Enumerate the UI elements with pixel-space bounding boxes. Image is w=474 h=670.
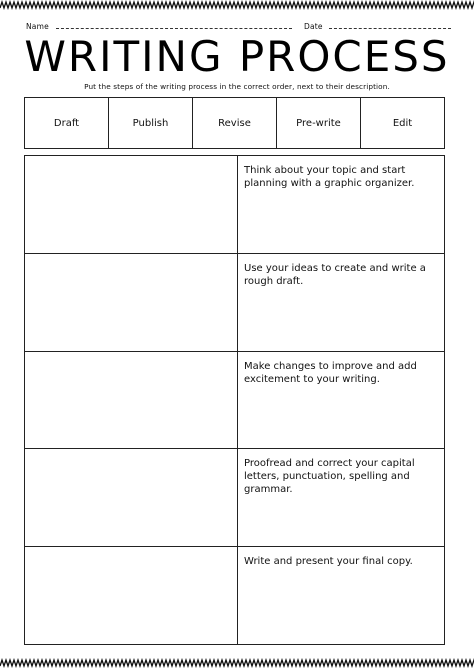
instructions: Put the steps of the writing process in the correct order, next to their description. bbox=[84, 82, 390, 91]
answer-box-5[interactable] bbox=[25, 547, 238, 644]
name-field[interactable] bbox=[26, 22, 292, 31]
bottom-zigzag-border bbox=[0, 658, 474, 668]
word-bank bbox=[24, 97, 445, 149]
word-draft[interactable]: Draft bbox=[25, 98, 109, 148]
word-revise[interactable]: Revise bbox=[193, 98, 277, 148]
top-zigzag-border bbox=[0, 0, 474, 10]
step-row bbox=[25, 156, 444, 254]
description-1: Think about your topic and start planning with a graphic organizer. bbox=[244, 165, 415, 189]
answer-box-4[interactable] bbox=[25, 449, 238, 546]
word-publish[interactable]: Publish bbox=[109, 98, 193, 148]
word-edit[interactable]: Edit bbox=[392, 117, 413, 129]
answer-box-1[interactable] bbox=[25, 156, 238, 253]
description-5: Write and present your final copy. bbox=[244, 556, 413, 568]
description-2: Use your ideas to create and write a rough draft. bbox=[244, 262, 426, 287]
name-label: Name bbox=[26, 22, 49, 31]
step-row bbox=[25, 449, 444, 547]
word-pre-write[interactable]: Pre-write bbox=[277, 98, 361, 148]
name-blank[interactable] bbox=[56, 22, 292, 29]
step-row bbox=[25, 547, 444, 644]
step-row bbox=[25, 352, 444, 450]
steps-table bbox=[24, 155, 445, 645]
description-4: Proofread and correct your capital letters, punctuation, spelling and grammar. bbox=[244, 458, 415, 496]
date-label: Date bbox=[304, 22, 323, 31]
answer-box-3[interactable] bbox=[25, 352, 238, 449]
answer-box-2[interactable] bbox=[25, 254, 238, 351]
description-3: Make changes to improve and add excitement to your writing. bbox=[244, 360, 417, 385]
date-blank[interactable] bbox=[329, 22, 451, 29]
page-title: WRITING PROCESS bbox=[24, 32, 450, 81]
date-field[interactable] bbox=[304, 22, 451, 31]
step-row bbox=[25, 254, 444, 352]
